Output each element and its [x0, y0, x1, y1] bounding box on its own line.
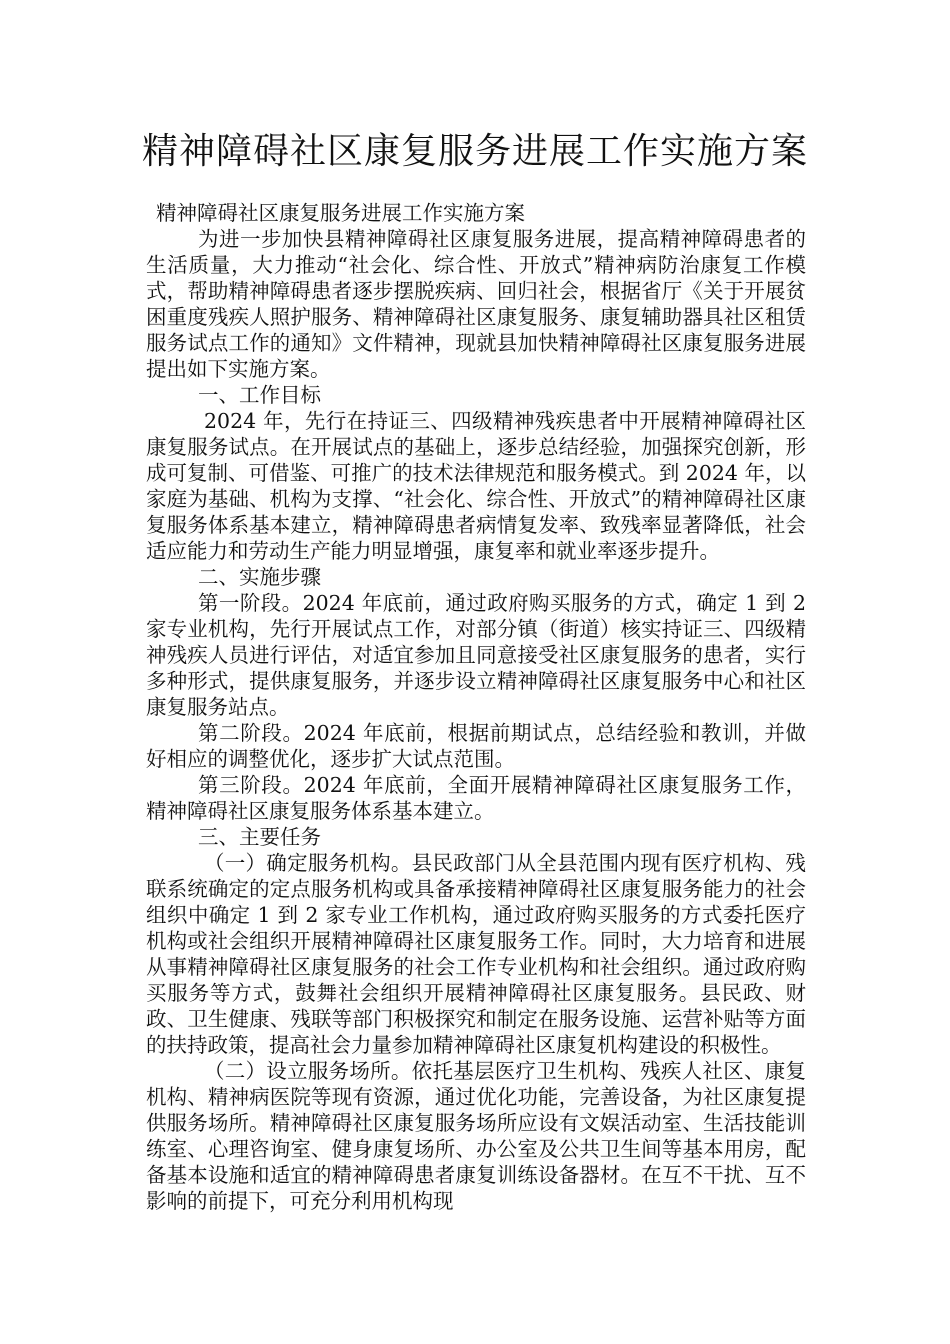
step-three-paragraph: 第三阶段。2024 年底前，全面开展精神障碍社区康复服务工作，精神障碍社区康复服务体系基本建立。 [146, 773, 806, 823]
document-title: 精神障碍社区康复服务进展工作实施方案 [141, 131, 808, 172]
section-heading-goals: 一、工作目标 [198, 383, 321, 407]
intro-paragraph: 为进一步加快县精神障碍社区康复服务进展，提高精神障碍患者的生活质量，大力推动“社会化、综合性、开放式”精神病防治康复工作模式，帮助精神障碍患者逐步摆脱疾病、回归社会，根据省厅《关于开展贫困重度残疾人照护服务、精神障碍社区康复服务、康复辅助器具社区租赁服务试点工作的通知》文件精神，现就县加快精神障碍社区康复服务进展提出如下实施方案。 [146, 227, 806, 381]
task-one-paragraph: （一）确定服务机构。县民政部门从全县范围内现有医疗机构、残联系统确定的定点服务机构或具备承接精神障碍社区康复服务能力的社会组织中确定 1 到 2 家专业工作机构，通过政府购买服务的方式委托医疗机构或社会组织开展精神障碍社区康复服务工作。同时，大力培育和进展从事精神障碍社区康复服务的社会工作专业机构和社会组织。通过政府购买服务等方式，鼓舞社会组织开展精神障碍社区康复服务。县民政、财政、卫生健康、残联等部门积极探究和制定在服务设施、运营补贴等方面的扶持政策，提高社会力量参加精神障碍社区康复机构建设的积极性。 [146, 851, 806, 1057]
section-heading-steps: 二、实施步骤 [198, 565, 321, 589]
step-one-paragraph: 第一阶段。2024 年底前，通过政府购买服务的方式，确定 1 到 2 家专业机构，先行开展试点工作，对部分镇（街道）核实持证三、四级精神残疾人员进行评估，对适宜参加且同意接受社区康复服务的患者，实行多种形式，提供康复服务，并逐步设立精神障碍社区康复服务中心和社区康复服务站点。 [146, 591, 806, 719]
document-subtitle: 精神障碍社区康复服务进展工作实施方案 [156, 201, 525, 225]
document-body [146, 200, 806, 1214]
section-heading-tasks: 三、主要任务 [198, 825, 321, 849]
goals-paragraph: 2024 年，先行在持证三、四级精神残疾患者中开展精神障碍社区康复服务试点。在开展试点的基础上，逐步总结经验，加强探究创新，形成可复制、可借鉴、可推广的技术法律规范和服务模式。到 2024 年，以家庭为基础、机构为支撑、“社会化、综合性、开放式”的精神障碍社区康复服务体系基本建立，精神障碍患者病情复发率、致残率显著降低，社会适应能力和劳动生产能力明显增强，康复率和就业率逐步提升。 [146, 409, 806, 563]
step-two-paragraph: 第二阶段。2024 年底前，根据前期试点，总结经验和教训，并做好相应的调整优化，逐步扩大试点范围。 [146, 721, 806, 771]
task-two-paragraph: （二）设立服务场所。依托基层医疗卫生机构、残疾人社区、康复机构、精神病医院等现有资源，通过优化功能，完善设备，为社区康复提供服务场所。精神障碍社区康复服务场所应设有文娱活动室、生活技能训练室、心理咨询室、健身康复场所、办公室及公共卫生间等基本用房，配备基本设施和适宜的精神障碍患者康复训练设备器材。在互不干扰、互不影响的前提下，可充分利用机构现 [146, 1059, 806, 1213]
